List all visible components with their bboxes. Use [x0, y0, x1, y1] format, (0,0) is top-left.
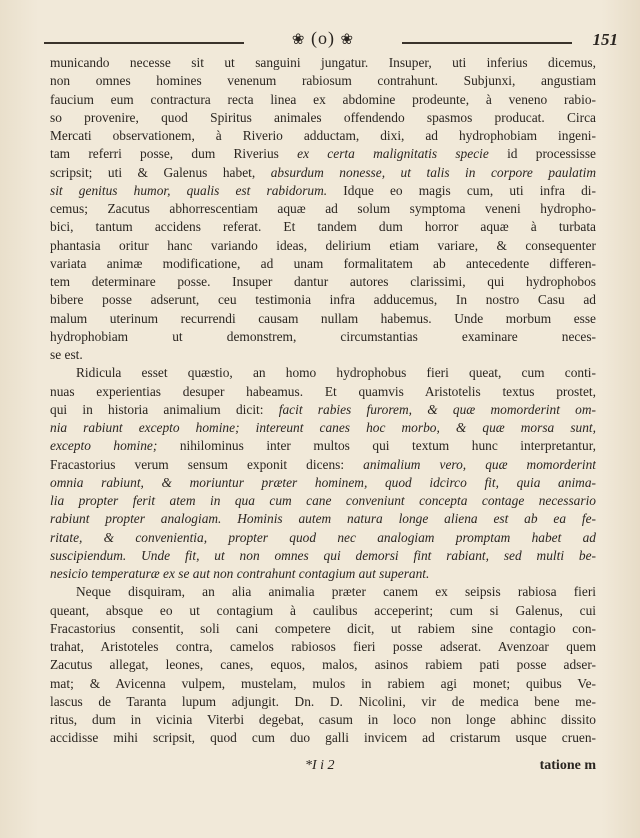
text-line: [50, 218, 596, 236]
header-center-mark: (o): [311, 28, 335, 48]
header-ornament: [244, 28, 402, 49]
text-line: [50, 182, 596, 200]
text-line: [50, 200, 596, 218]
text-segment: nuas experientias desuper habeamus. Et quamvis Aristotelis textus prostet,: [50, 383, 596, 399]
text-line: [50, 510, 596, 528]
header-rule-left: [44, 42, 244, 44]
text-line: [50, 54, 596, 72]
text-line: [50, 401, 596, 419]
text-line: [50, 729, 596, 747]
italic-quote: rabiunt propter analogiam. Hominis autem natura longe aliena est ab ea fe-: [50, 511, 596, 527]
text-segment: variata animæ modificatione, ad unam formalitatem ab antecedente differen-: [50, 255, 596, 271]
text-segment: lascus de Taranta lupum adjungit. Dn. D. Nicolini, vir de medica bene me-: [50, 693, 596, 709]
text-segment: Fracastorius verum sensum exponit dicens:: [50, 456, 364, 472]
text-segment: ritus, dum in vicinia Viterbi degebat, casum in loco non longe abhinc dissito: [50, 712, 596, 727]
italic-quote: animalium vero, quæ momorderint: [363, 456, 596, 472]
text-segment: Idque eo magis cum, uti infra di-: [327, 182, 596, 198]
page-number: 151: [592, 30, 618, 49]
italic-quote: omnia rabiunt, & moriuntur præter hominem, quod idcirco fit, quia anima-: [50, 474, 596, 490]
text-segment: Mercati observationem, à Riverio adductam, dixi, ad hydrophobiam ingeni-: [50, 128, 596, 143]
text-line: [50, 711, 596, 729]
text-segment: scripsit; uti & Galenus habet,: [50, 164, 271, 180]
text-line: [50, 638, 596, 656]
text-segment: Ridicula esset quæstio, an homo hydrophobus fieri queat, cum conti-: [76, 365, 596, 381]
text-line: [50, 109, 596, 127]
text-line: [50, 291, 596, 309]
text-line: [50, 237, 596, 255]
text-line: [50, 419, 596, 437]
text-segment: id processisse: [488, 146, 596, 162]
text-line: [50, 145, 596, 163]
text-segment: non omnes homines venenum rabiosum contrahunt. Subjunxi, angustiam: [50, 73, 596, 89]
body-text: [50, 54, 596, 748]
text-line: [50, 602, 596, 620]
text-segment: trahat, Aristoteles contra, camelos rabiosos fieri posse adserat. Avenzoar quem: [50, 639, 596, 654]
text-segment: queant, absque eo ut contagium à caulibus acceperint; cum si Galenus, cui: [50, 602, 596, 618]
text-line: [50, 273, 596, 291]
italic-quote: ritate, & convenientia, propter quod nec analogiam promptam habet ad: [50, 529, 596, 545]
running-header: [44, 28, 622, 52]
fleuron-right-icon: ❀: [340, 30, 355, 48]
text-segment: so provenire, quod Spiritus animales offendendo spasmos producat. Circa: [50, 109, 596, 125]
text-line: [50, 547, 596, 565]
text-segment: Neque disquiram, an alia animalia præter canem ex seipsis rabiosa fieri: [76, 584, 596, 600]
text-line: [50, 620, 596, 638]
text-line: [50, 310, 596, 328]
text-line: [50, 456, 596, 474]
text-line: [50, 364, 596, 382]
catchword: tatione m: [539, 758, 596, 773]
text-line: [50, 255, 596, 273]
italic-quote: nesicio temperaturæ ex se aut non contrahunt contagium aut superant.: [50, 566, 430, 581]
italic-quote: lia propter ferit atem in qua cum cane conveniunt concepta contage necessario: [50, 493, 596, 508]
italic-quote: absurdum nonesse, ut talis in corpore paulatim: [270, 164, 596, 180]
text-segment: phantasia oritur hanc variando ideas, delirium etiam variare, & consequenter: [50, 237, 596, 253]
text-segment: faucium eum contractura recta linea ex abdomine prodeunte, à veneno rabio-: [50, 91, 596, 107]
signature-mark: *I i 2: [305, 758, 335, 773]
text-line: [50, 565, 596, 583]
text-segment: bibere posse adserunt, ceu testimonia infra adducemus, In nostro Casu ad: [50, 292, 596, 308]
text-line: [50, 693, 596, 711]
text-segment: Fracastorius consentit, soli cani competere dicit, ut rabiem sine contagio con-: [50, 620, 596, 636]
text-line: [50, 675, 596, 693]
text-segment: malum uterinum recurrendi causam nullam habemus. Unde morbum esse: [50, 310, 596, 326]
italic-quote: sit genitus humor, qualis est rabidorum.: [50, 182, 328, 198]
text-line: [50, 583, 596, 601]
fleuron-left-icon: ❀: [291, 30, 306, 48]
text-segment: nihilominus inter multos qui textum hunc interpretantur,: [157, 438, 596, 454]
text-line: [50, 437, 596, 455]
text-line: [50, 346, 596, 364]
text-segment: municando necesse sit ut sanguini jungatur. Insuper, uti inferius dicemus,: [50, 55, 596, 70]
italic-quote: facit rabies furorem, & quæ momorderint om-: [278, 401, 596, 417]
text-segment: qui in historia animalium dicit:: [50, 401, 279, 417]
text-segment: Zacutus allegat, leones, canes, equos, malos, asinos rabiem pati posse adser-: [50, 657, 596, 673]
text-segment: bici, tantum accidens referat. Et tandem dum horror aquæ à turbata: [50, 219, 596, 235]
text-line: [50, 164, 596, 182]
italic-quote: suscipiendum. Unde fit, ut non omnes qui demorsi fint rabiant, sed multi be-: [50, 547, 596, 563]
text-segment: accidisse mihi scripsit, quod cum duo galli invicem ad cristarum usque cruen-: [50, 730, 596, 746]
text-line: [50, 656, 596, 674]
text-line: [50, 492, 596, 510]
text-line: [50, 529, 596, 547]
text-line: [50, 383, 596, 401]
text-segment: hydrophobiam ut demonstrem, circumstantias examinare neces-: [50, 328, 596, 344]
italic-quote: ex certa malignitatis specie: [297, 146, 489, 162]
italic-quote: excepto homine;: [50, 438, 158, 454]
text-line: [50, 91, 596, 109]
italic-quote: nia rabiunt excepto homine; intereunt canes hoc morbo, & quæ morsa sunt,: [50, 420, 596, 435]
text-segment: mat; & Avicenna vulpem, mustelam, mulos in rabiem agi monet; quibus Ve-: [50, 675, 596, 691]
text-line: [50, 328, 596, 346]
text-line: [50, 72, 596, 90]
text-segment: se est.: [50, 347, 83, 362]
header-rule-right: [402, 42, 572, 44]
text-segment: cemus; Zacutus abhorrescentiam aquæ ad solum symptoma veneni hydropho-: [50, 201, 596, 216]
text-line: [50, 474, 596, 492]
text-segment: tam referri posse, dum Riverius: [50, 146, 298, 162]
text-segment: tem determinare posse. Insuper dantur autores clarissimi, qui hydrophobos: [50, 274, 596, 289]
text-line: [50, 127, 596, 145]
